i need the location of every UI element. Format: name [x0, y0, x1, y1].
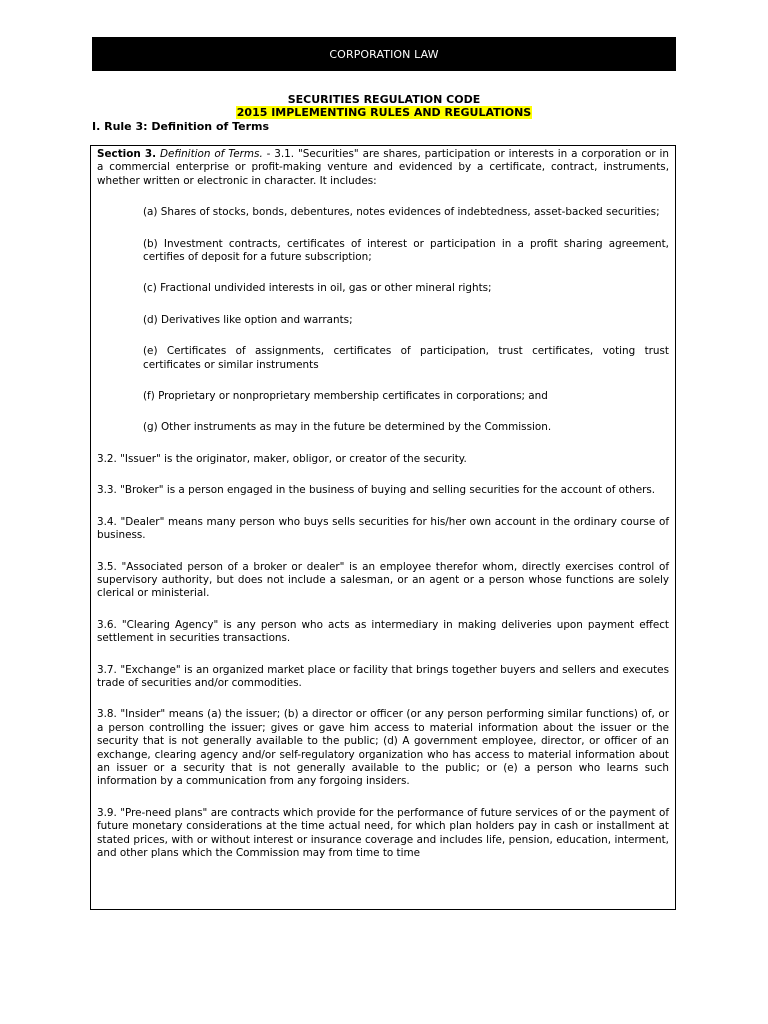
document-subtitle-line [92, 106, 676, 119]
rule-heading: I. Rule 3: Definition of Terms [92, 120, 270, 133]
section-def-label: Definition of Terms. [159, 148, 263, 160]
header-title: CORPORATION LAW [329, 47, 439, 61]
document-title: SECURITIES REGULATION CODE [287, 93, 481, 106]
section-intro [97, 148, 669, 188]
list-item: (c) Fractional undivided interests in oil, gas or other mineral rights; [143, 282, 492, 295]
section-label: Section 3. [97, 148, 157, 160]
definition-paragraph: 3.2. "Issuer" is the originator, maker, obligor, or creator of the security. [97, 452, 467, 465]
definitions-box [90, 145, 676, 910]
definition-paragraph: 3.7. "Exchange" is an organized market place or facility that brings together buyers and sellers and executes trade of securities and/or commodities. [97, 663, 669, 689]
list-item: (f) Proprietary or nonproprietary membership certificates in corporations; and [143, 390, 548, 403]
list-item: (e) Certificates of assignments, certificates of participation, trust certificates, voting trust certificates or similar instruments [143, 345, 669, 371]
document-header-bar [92, 37, 676, 71]
definition-paragraph: 3.8. "Insider" means (a) the issuer; (b) a director or officer (or any person performing similar functions) of, or a person controlling the issuer; gives or gave him access to material information about the issuer or the security that is not generally available to the public; (d) A government employee, director, or officer of an exchange, clearing agency and/or self-regulatory organization who has access to material information about an issuer or a security that is not generally available to the public; or (e) a person who learns such information by a communication from any forgoing insiders. [97, 708, 669, 788]
definition-paragraph: 3.5. "Associated person of a broker or dealer" is an employee therefor whom, directly exercises control of supervisory authority, but does not include a salesman, or an agent or a person whose functions are solely clerical or ministerial. [97, 560, 669, 600]
title-block [92, 93, 676, 119]
list-item: (d) Derivatives like option and warrants; [143, 313, 353, 326]
list-item: (g) Other instruments as may in the future be determined by the Commission. [143, 421, 552, 434]
definition-paragraph: 3.3. "Broker" is a person engaged in the business of buying and selling securities for the account of others. [97, 484, 656, 497]
definition-paragraph: 3.4. "Dealer" means many person who buys sells securities for his/her own account in the ordinary course of business. [97, 515, 669, 542]
highlighted-subtitle: 2015 IMPLEMENTING RULES AND REGULATIONS [236, 106, 532, 119]
list-item: (a) Shares of stocks, bonds, debentures, notes evidences of indebtedness, asset-backed securities; [143, 206, 660, 219]
definition-paragraph: 3.6. "Clearing Agency" is any person who acts as intermediary in making deliveries upon payment effect settlement in securities transactions. [97, 618, 669, 645]
definition-paragraph: 3.9. "Pre-need plans" are contracts which provide for the performance of future services of or the payment of future monetary considerations at the time actual need, for which plan holders pay in cash or installment at stated prices, with or without interest or insurance coverage and includes life, pension, education, interment, and other plans which the Commission may from time to time [97, 806, 669, 859]
list-item: (b) Investment contracts, certificates of interest or participation in a profit sharing agreement, certifies of deposit for a future subscription; [143, 237, 669, 264]
section-intro-text: - 3.1. "Securities" are shares, participation or interests in a corporation or in a commercial enterprise or profit-making venture and evidenced by a certificate, contract, instruments, whether written or electronic in character. It includes: [97, 148, 669, 187]
